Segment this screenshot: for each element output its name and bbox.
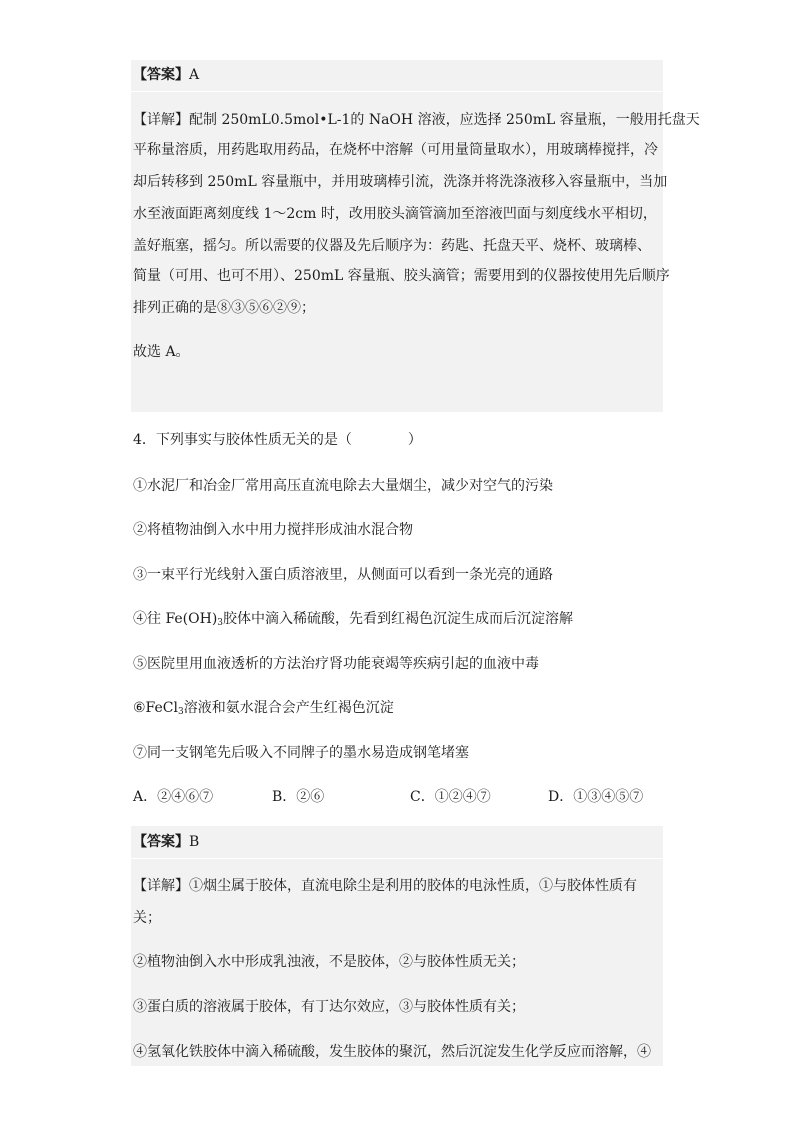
- answer-tag: 【答案】: [133, 67, 189, 83]
- item-6-text-a: ⑥FeCl: [133, 700, 178, 716]
- item-4-text-b: 胶体中滴入稀硫酸，先看到红褐色沉淀生成而后沉淀溶解: [223, 611, 574, 627]
- question-item-5: ⑤医院里用血液透析的方法治疗肾功能衰竭等疾病引起的血液中毒: [133, 656, 539, 672]
- question-item-7: ⑦同一支钢笔先后吸入不同牌子的墨水易造成钢笔堵塞: [133, 745, 469, 761]
- option-d: D．①③④⑤⑦: [548, 789, 644, 805]
- item-4-text-a: ④往 Fe(OH): [133, 611, 218, 627]
- detail2-line-4: ③蛋白质的溶液属于胶体，有丁达尔效应，③与胶体性质有关；: [133, 999, 525, 1015]
- detail-line-1: 【详解】配制 250mL0.5mol•L-1的 NaOH 溶液，应选择 250mL 容量瓶，一般用托盘天: [133, 112, 700, 128]
- option-c: C．①②④⑦: [410, 789, 491, 805]
- item-4-subscript: 3: [217, 618, 224, 628]
- detail-line-6: 简量（可用、也可不用）、250mL 容量瓶、胶头滴管；需要用到的仪器按使用先后顺序: [133, 268, 670, 284]
- detail-line-3: 却后转移到 250mL 容量瓶中，并用玻璃棒引流，洗涤并将洗涤液移入容量瓶中，当加: [133, 174, 668, 190]
- answer-row: [131, 60, 663, 92]
- answer-value: A: [189, 67, 200, 83]
- item-6-subscript: 3: [177, 707, 184, 717]
- item-6-text-b: 溶液和氨水混合会产生红褐色沉淀: [183, 700, 394, 716]
- detail-line-5: 盖好瓶塞，摇匀。所以需要的仪器及先后顺序为：药匙、托盘天平、烧杯、玻璃棒、: [133, 238, 651, 254]
- detail2-line-1: 【详解】①烟尘属于胶体，直流电除尘是利用的胶体的电泳性质，①与胶体性质有: [133, 878, 637, 894]
- question-item-3: ③一束平行光线射入蛋白质溶液里，从侧面可以看到一条光亮的通路: [133, 567, 553, 583]
- detail-line-7: 排列正确的是⑧③⑤⑥②⑨；: [133, 300, 315, 316]
- question-stem: 4．下列事实与胶体性质无关的是（ ）: [133, 432, 422, 448]
- question-item-6: [133, 698, 394, 722]
- answer-row-2: [131, 826, 663, 859]
- detail2-line-3: ②植物油倒入水中形成乳浊液，不是胶体，②与胶体性质无关；: [133, 954, 525, 970]
- question-item-2: ②将植物油倒入水中用力搅拌形成油水混合物: [133, 522, 413, 538]
- detail-line-2: 平称量溶质，用药匙取用药品，在烧杯中溶解（可用量筒量取水），用玻璃棒搅拌，冷: [133, 142, 658, 158]
- detail2-line-5: ④氢氧化铁胶体中滴入稀硫酸，发生胶体的聚沉，然后沉淀发生化学反应而溶解，④: [133, 1044, 651, 1060]
- detail-line-4: 水至液面距离刻度线 1～2cm 时，改用胶头滴管滴加至溶液凹面与刻度线水平相切，: [133, 206, 657, 222]
- option-a: A．②④⑥⑦: [133, 789, 214, 805]
- answer-value-2: B: [189, 834, 200, 850]
- answer-tag-2: 【答案】: [133, 834, 189, 850]
- option-b: B．②⑥: [272, 789, 325, 805]
- question-item-1: ①水泥厂和冶金厂常用高压直流电除去大量烟尘，减少对空气的污染: [133, 478, 553, 494]
- conclusion: 故选 A。: [133, 344, 190, 360]
- question-item-4: [133, 609, 573, 633]
- answer-block-2: [131, 826, 663, 1066]
- detail2-line-2: 关；: [133, 910, 161, 926]
